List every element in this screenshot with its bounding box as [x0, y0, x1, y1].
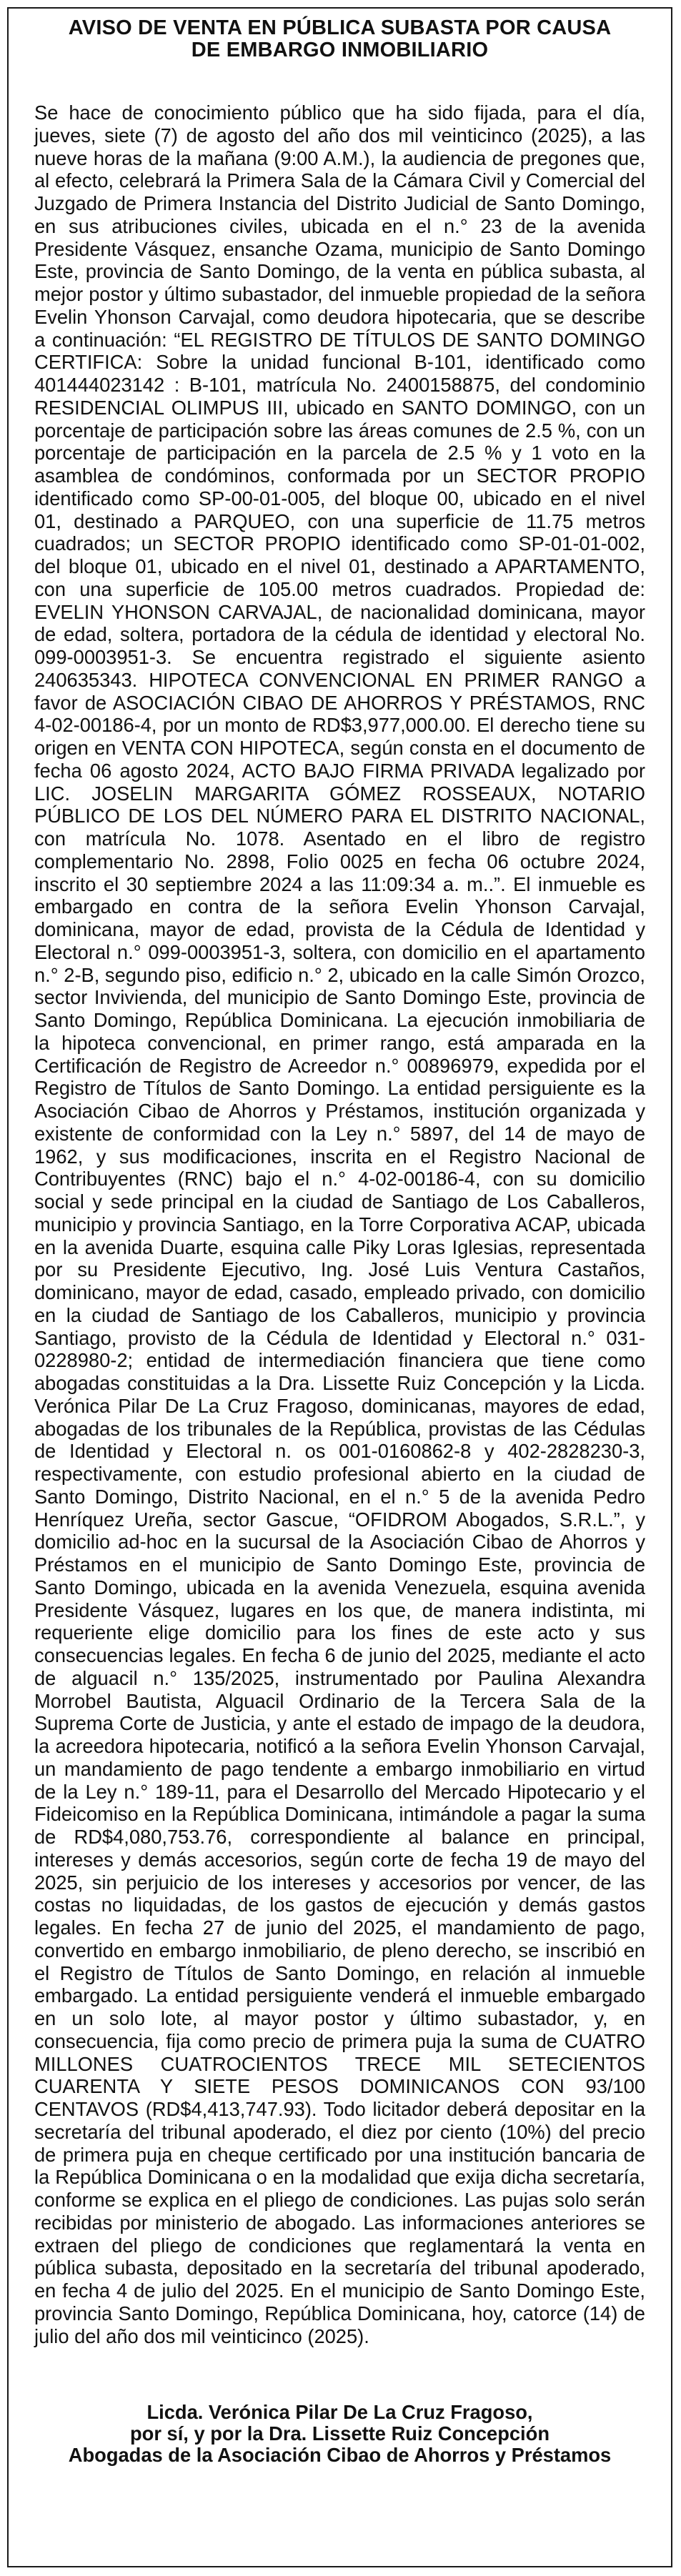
signature-line-2: por sí, y por la Dra. Lissette Ruiz Concepción: [129, 2422, 550, 2445]
notice-body: Se hace de conocimiento público que ha sido fijada, para el día, jueves, siete (7) de agosto del año dos mil veinticinco (2025), a las nueve horas de la mañana (9:00 A.M.), la audiencia de pregones que, al efecto, celebrará la Primera Sala de la Cámara Civil y Comercial del Juzgado de Primera Instancia del Distrito Judicial de Santo Domingo, en sus atribuciones civiles, ubicada en el n.° 23 de la avenida Presidente Vásquez, ensanche Ozama, municipio de Santo Domingo Este, provincia de Santo Domingo, de la venta en pública subasta, al mejor postor y último subastador, del inmueble propiedad de la señora Evelin Yhonson Carvajal, como deudora hipotecaria, que se describe a continuación: “EL REGISTRO DE TÍTULOS DE SANTO DOMINGO CERTIFICA: Sobre la unidad funcional B-101, identificado como 401444023142 : B-101, matrícula No. 2400158875, del condominio RESIDENCIAL OLIMPUS III, ubicado en SANTO DOMINGO, con un porcentaje de participación sobre las áreas comunes de 2.5 %, con un porcentaje de participación en la parcela de 2.5 % y 1 voto en la asamblea de condóminos, conformada por un SECTOR PROPIO identificado como SP-00-01-005, del bloque 00, ubicado en el nivel 01, destinado a PARQUEO, con una superficie de 11.75 metros cuadrados; un SECTOR PROPIO identificado como SP-01-01-002, del bloque 01, ubicado en el nivel 01, destinado a APARTAMENTO, con una superficie de 105.00 metros cuadrados. Propiedad de: EVELIN YHONSON CARVAJAL, de nacionalidad dominicana, mayor de edad, soltera, portadora de la cédula de identidad y electoral No. 099-0003951-3. Se encuentra registrado el siguiente asiento 240635343. HIPOTECA CONVENCIONAL EN PRIMER RANGO a favor de ASOCIACIÓN CIBAO DE AHORROS Y PRÉSTAMOS, RNC 4-02-00186-4, por un monto de RD$3,977,000.00. El derecho tiene su origen en VENTA CON HIPOTECA, según consta en el documento de fecha 06 agosto 2024, ACTO BAJO FIRMA PRIVADA legalizado por LIC. JOSELIN MARGARITA GÓMEZ ROSSEAUX, NOTARIO PÚBLICO DE LOS DEL NÚMERO PARA EL DISTRITO NACIONAL, con matrícula No. 1078. Asentado en el libro de registro complementario No. 2898, Folio 0025 en fecha 06 octubre 2024, inscrito el 30 septiembre 2024 a las 11:09:34 a. m..”. El inmueble es embargado en contra de la señora Evelin Yhonson Carvajal, dominicana, mayor de edad, provista de la Cédula de Identidad y Electoral n.° 099-0003951-3, soltera, con domicilio en el apartamento n.° 2-B, segundo piso, edificio n.° 2, ubicado en la calle Simón Orozco, sector Invivienda, del municipio de Santo Domingo Este, provincia de Santo Domingo, República Dominicana. La ejecución inmobiliaria de la hipoteca convencional, en primer rango, está amparada en la Certificación de Registro de Acreedor n.° 00896979, expedida por el Registro de Títulos de Santo Domingo. La entidad persiguiente es la Asociación Cibao de Ahorros y Préstamos, institución organizada y existente de conformidad con la Ley n.° 5897, del 14 de mayo de 1962, y sus modificaciones, inscrita en el Registro Nacional de Contribuyentes (RNC) bajo el n.° 4-02-00186-4, con su domicilio social y sede principal en la ciudad de Santiago de Los Caballeros, municipio y provincia Santiago, en la Torre Corporativa ACAP, ubicada en la avenida Duarte, esquina calle Piky Loras Iglesias, representada por su Presidente Ejecutivo, Ing. José Luis Ventura Castaños, dominicano, mayor de edad, casado, empleado privado, con domicilio en la ciudad de Santiago de los Caballeros, municipio y provincia Santiago, provisto de la Cédula de Identidad y Electoral n.° 031-0228980-2; entidad de intermediación financiera que tiene como abogadas constituidas a la Dra. Lissette Ruiz Concepción y la Licda. Verónica Pilar De La Cruz Fragoso, dominicanas, mayores de edad, abogadas de los tribunales de la República, provistas de las Cédulas de Identidad y Electoral n. os 001-0160862-8 y 402-2828230-3, respectivamente, con estudio profesional abierto en la ciudad de Santo Domingo, Distrito Nacional, en el n.° 5 de la avenida Pedro Henríquez Ureña, sector Gascue, “OFIDROM Abogados, S.R.L.”, y domicilio ad-hoc en la sucursal de la Asociación Cibao de Ahorros y Préstamos en el municipio de Santo Domingo Este, provincia de Santo Domingo, ubicada en la avenida Venezuela, esquina avenida Presidente Vásquez, lugares en los que, de manera indistinta, mi requeriente elige domicilio para los fines de este acto y sus consecuencias legales. En fecha 6 de junio del 2025, mediante el acto de alguacil n.° 135/2025, instrumentado por Paulina Alexandra Morrobel Bautista, Alguacil Ordinario de la Tercera Sala de la Suprema Corte de Justicia, y ante el estado de impago de la deudora, la acreedora hipotecaria, notificó a la señora Evelin Yhonson Carvajal, un mandamiento de pago tendente a embargo inmobiliario en virtud de la Ley n.° 189-11, para el Desarrollo del Mercado Hipotecario y el Fideicomiso en la República Dominicana, intimándole a pagar la suma de RD$4,080,753.76, correspondiente al balance en principal, intereses y demás accesorios, según corte de fecha 19 de mayo del 2025, sin perjuicio de los intereses y accesorios por vencer, de las costas no liquidadas, de los gastos de ejecución y demás gastos legales. En fecha 27 de junio del 2025, el mandamiento de pago, convertido en embargo inmobiliario, de pleno derecho, se inscribió en el Registro de Títulos de Santo Domingo, en relación al inmueble embargado. La entidad persiguiente venderá el inmueble embargado en un solo lote, al mayor postor y último subastador, y, en consecuencia, fija como precio de primera puja la suma de CUATRO MILLONES CUATROCIENTOS TRECE MIL SETECIENTOS CUARENTA Y SIETE PESOS DOMINICANOS CON 93/100 CENTAVOS (RD$4,413,747.93). Todo licitador deberá depositar en la secretaría del tribunal apoderado, el diez por ciento (10%) del precio de primera puja en cheque certificado por una institución bancaria de la República Dominicana o en la modalidad que exija dicha secretaría, conforme se explica en el pliego de condiciones. Las pujas solo serán recibidas por ministerio de abogado. Las informaciones anteriores se extraen del pliego de condiciones que reglamentará la venta en pública subasta, depositado en la secretaría del tribunal apoderado, en fecha 4 de julio del 2025. En el municipio de Santo Domingo Este, provincia Santo Domingo, República Dominicana, hoy, catorce (14) de julio del año dos mil veinticinco (2025).: [34, 101, 645, 2347]
notice-title-line-2: DE EMBARGO INMOBILIARIO: [191, 39, 489, 61]
signature-block: [34, 2402, 645, 2466]
signature-line-1: Licda. Verónica Pilar De La Cruz Fragoso,: [146, 2401, 533, 2424]
notice-title-line-1: AVISO DE VENTA EN PÚBLICA SUBASTA POR CAUSA: [68, 16, 612, 39]
legal-notice-box: [7, 7, 672, 2567]
signature-line-3: Abogadas de la Asociación Cibao de Ahorros y Préstamos: [68, 2444, 612, 2467]
notice-title: [34, 17, 645, 61]
